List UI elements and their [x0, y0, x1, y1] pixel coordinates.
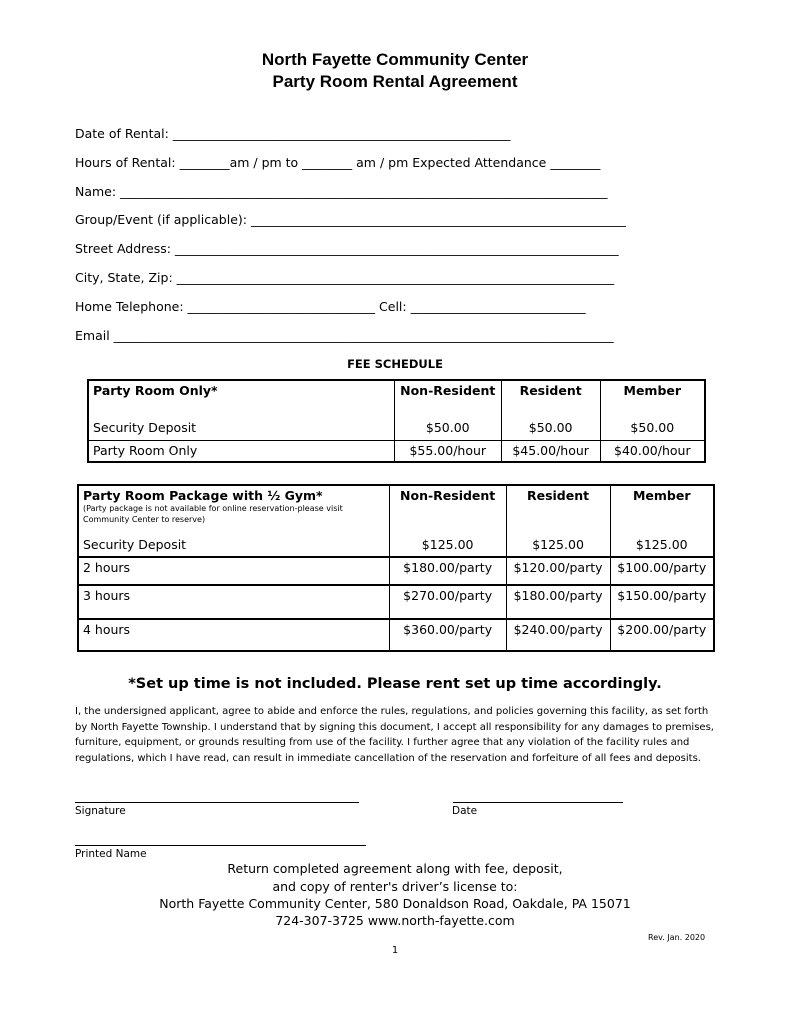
city-state-zip-field[interactable]: City, State, Zip: ______________________________________________________________________: [75, 270, 615, 285]
table-row: [78, 557, 714, 585]
table-cell: $180.00/party: [389, 557, 506, 585]
page-title: North Fayette Community Center: [261, 50, 529, 69]
signature-line[interactable]: [75, 802, 359, 803]
table-cell: $125.00: [389, 535, 506, 557]
page-subtitle: Party Room Rental Agreement: [272, 72, 518, 91]
table-cell: $360.00/party: [389, 619, 506, 651]
table-cell: $55.00/hour: [394, 440, 501, 462]
table-header-cell: [78, 485, 389, 535]
party-package-fee-table: [77, 484, 715, 652]
email-field[interactable]: Email ________________________________________________________________________________: [75, 328, 614, 343]
date-label: Date: [452, 805, 478, 817]
table-cell: $125.00: [635, 537, 688, 552]
printed-name-line[interactable]: [75, 845, 366, 846]
printed-name-label: Printed Name: [75, 848, 147, 860]
table-cell: 4 hours: [78, 619, 389, 651]
table-cell: $40.00/hour: [614, 442, 691, 458]
table-cell: Security Deposit: [78, 535, 389, 557]
name-field[interactable]: Name: ______________________________________________________________________________: [75, 184, 608, 199]
return-info-line2: and copy of renter's driver’s license to:: [272, 879, 518, 894]
table-cell: $200.00/party: [617, 622, 707, 637]
table-cell: $120.00/party: [506, 557, 610, 585]
table-header: Party Room Only*: [88, 380, 394, 418]
table-cell: $125.00: [506, 535, 610, 557]
package-note: (Party package is not available for online reservation-please visit Community Center to reserve): [83, 504, 343, 524]
table-header: Member: [623, 383, 682, 398]
signature-label: Signature: [75, 805, 126, 817]
hours-of-rental-field[interactable]: Hours of Rental: ________am / pm to ________ am / pm Expected Attendance ________: [75, 155, 601, 170]
table-cell: $100.00/party: [617, 560, 707, 575]
table-cell: $240.00/party: [506, 619, 610, 651]
table-cell: Party Room Only: [88, 440, 394, 462]
table-cell: $270.00/party: [389, 585, 506, 619]
return-info-address: North Fayette Community Center, 580 Donaldson Road, Oakdale, PA 15071: [159, 896, 631, 911]
table-header: Non-Resident: [389, 485, 506, 535]
page-number: 1: [391, 945, 399, 956]
table-row: [88, 418, 705, 440]
table-row: [88, 440, 705, 462]
return-info-line1: Return completed agreement along with fee, deposit,: [227, 861, 563, 876]
table-cell: $50.00: [394, 418, 501, 440]
table-row: [78, 535, 714, 557]
date-of-rental-field[interactable]: Date of Rental: ______________________________________________________: [75, 126, 511, 141]
table-header: Resident: [501, 380, 600, 418]
table-row: [78, 585, 714, 619]
table-cell: $50.00: [630, 420, 675, 435]
fee-schedule-title: FEE SCHEDULE: [347, 357, 443, 371]
group-event-field[interactable]: Group/Event (if applicable): ____________________________________________________________: [75, 212, 626, 227]
agreement-text: I, the undersigned applicant, agree to abide and enforce the rules, regulations, and policies governing this facility, as set forth by North Fayette Township. I understand that by signing this document, I accept all responsibility for any damages to premises, furniture, equipment, or grounds resulting from use of the facility. I further agree that any violation of the facility rules and regulations, which I have read, can result in immediate cancellation of the reservation and forfeiture of all fees and deposits.: [75, 706, 714, 764]
table-cell: $150.00/party: [617, 588, 707, 603]
revision-label: Rev. Jan. 2020: [648, 933, 706, 942]
table-cell: 2 hours: [78, 557, 389, 585]
table-cell: Security Deposit: [88, 418, 394, 440]
home-telephone-field[interactable]: Home Telephone: ______________________________ Cell: ____________________________: [75, 299, 586, 314]
table-cell: $50.00: [501, 418, 600, 440]
street-address-field[interactable]: Street Address: _______________________________________________________________________: [75, 241, 619, 256]
table-row: [78, 619, 714, 651]
table-header: Member: [632, 488, 691, 503]
setup-notice: *Set up time is not included. Please rent set up time accordingly.: [128, 676, 662, 692]
date-line[interactable]: [453, 802, 623, 803]
table-cell: 3 hours: [78, 585, 389, 619]
table-header: Resident: [506, 485, 610, 535]
table-header: Party Room Package with ½ Gym*: [83, 488, 323, 503]
table-cell: $45.00/hour: [501, 440, 600, 462]
return-info-contact: 724-307-3725 www.north-fayette.com: [275, 913, 515, 928]
party-room-fee-table: [87, 379, 706, 463]
table-header: Non-Resident: [394, 380, 501, 418]
table-cell: $180.00/party: [506, 585, 610, 619]
